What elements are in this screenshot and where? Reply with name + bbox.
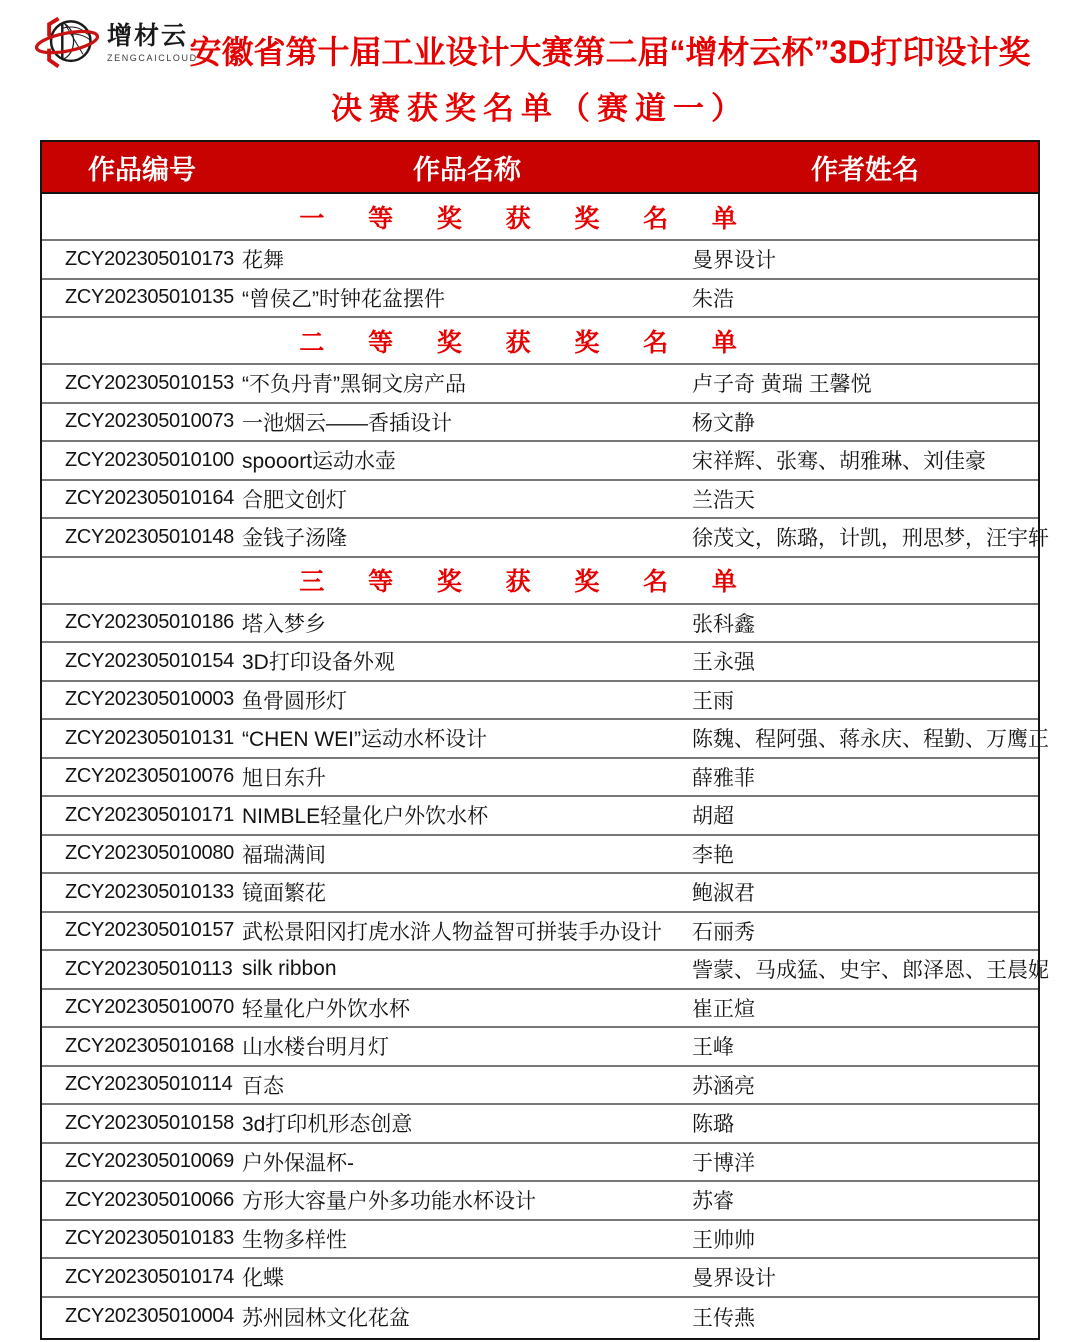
prize-section-title: 一等奖获奖名单 [42,194,1038,241]
work-id: ZCY202305010133 [65,880,234,903]
author-name: 薛雅菲 [692,766,755,790]
work-id: ZCY202305010148 [65,525,234,548]
work-id: ZCY202305010073 [65,410,234,433]
work-id: ZCY202305010183 [65,1227,234,1250]
author-name: 王传燕 [692,1306,755,1330]
table-row [42,404,1038,443]
table-row [42,1298,1038,1337]
table-row [42,1067,1038,1106]
table-body [42,194,1049,1336]
table-row [42,442,1038,481]
table-row [42,1182,1038,1221]
work-id: ZCY202305010174 [65,1265,234,1288]
work-name: 山水楼台明月灯 [242,1036,389,1060]
table-row [42,836,1038,875]
table-row [42,1221,1038,1260]
globe-logo-icon [34,12,100,74]
work-id: ZCY202305010069 [65,1150,234,1173]
work-name: spooort运动水壶 [242,450,397,474]
work-name: “CHEN WEI”运动水杯设计 [242,728,487,752]
work-name: 金钱子汤隆 [242,527,347,551]
work-name: 旭日东升 [242,766,326,790]
author-name: 张科鑫 [692,612,755,636]
author-name: 曼界设计 [692,249,776,273]
work-name: 花舞 [242,249,284,273]
awards-table [40,140,1049,1340]
table-row [42,720,1049,759]
table-header-row [42,142,1038,194]
author-name: 于博洋 [692,1151,755,1175]
author-name: 石丽秀 [692,920,755,944]
work-id: ZCY202305010076 [65,765,234,788]
document-title-line1: 安徽省第十届工业设计大赛第二届“增材云杯”3D打印设计奖 [189,34,1031,70]
work-id: ZCY202305010004 [65,1305,234,1328]
work-id: ZCY202305010186 [65,611,234,634]
work-id: ZCY202305010070 [65,996,234,1019]
author-name: 王峰 [692,1036,734,1060]
author-name: 朱浩 [692,287,734,311]
work-id: ZCY202305010158 [65,1111,234,1134]
author-name: 鲍淑君 [692,882,755,906]
author-name: 陈魏、程阿强、蒋永庆、程勤、万鹰正 [692,728,1049,752]
work-name: 福瑞满间 [242,843,326,867]
work-name: 合肥文创灯 [242,488,347,512]
table-row [42,605,1038,644]
work-name: 鱼骨圆形灯 [242,689,347,713]
work-id: ZCY202305010113 [65,957,233,980]
author-name: 崔正煊 [692,997,755,1021]
table-row [42,759,1038,798]
author-name: 曼界设计 [692,1267,776,1291]
table-row [42,1028,1038,1067]
author-name: 宋祥辉、张骞、胡雅琳、刘佳豪 [692,450,986,474]
table-row [42,682,1038,721]
author-name: 徐茂文，陈璐，计凯，刑思梦，汪宇轩 [692,527,1049,551]
table-row [42,797,1038,836]
logo-name: 增材云 [107,22,189,51]
author-name: 訾蒙、马成猛、史宇、郎泽恩、王晨妮 [692,959,1049,983]
work-name: 苏州园林文化花盆 [242,1306,410,1330]
table-row [42,1259,1038,1298]
document-title-line2: 决赛获奖名单（赛道一） [331,91,749,126]
table-row [42,519,1049,558]
work-id: ZCY202305010080 [65,842,234,865]
work-name: 生物多样性 [242,1228,347,1252]
table-row [42,241,1038,280]
logo-subtitle: ZENGCAICLOUD [107,52,198,63]
work-id: ZCY202305010131 [65,726,234,749]
column-header-author-name: 作者姓名 [811,154,919,185]
work-id: ZCY202305010114 [65,1073,233,1096]
prize-section-title: 二等奖获奖名单 [42,318,1038,365]
author-name: 王永强 [692,651,755,675]
work-id: ZCY202305010135 [65,286,234,309]
table-row [42,1144,1038,1183]
work-id: ZCY202305010153 [65,371,234,394]
author-name: 苏睿 [692,1190,734,1214]
author-name: 陈璐 [692,1113,734,1137]
work-name: 一池烟云——香插设计 [242,411,452,435]
table-row [42,643,1038,682]
work-name: silk ribbon [242,957,337,981]
author-name: 苏涵亮 [692,1074,755,1098]
author-name: 王帅帅 [692,1228,755,1252]
work-name: 户外保温杯- [242,1151,354,1175]
work-name: NIMBLE轻量化户外饮水杯 [242,805,489,829]
work-id: ZCY202305010168 [65,1034,234,1057]
column-header-work-id: 作品编号 [88,154,196,185]
work-name: “不负丹青”黑铜文房产品 [242,373,466,397]
author-name: 兰浩天 [692,488,755,512]
author-name: 李艳 [692,843,734,867]
work-id: ZCY202305010100 [65,448,234,471]
author-name: 胡超 [692,805,734,829]
table-row [42,951,1049,990]
work-name: 方形大容量户外多功能水杯设计 [242,1190,536,1214]
work-name: 镜面繁花 [242,882,326,906]
table-row [42,1105,1038,1144]
work-name: 化蝶 [242,1267,284,1291]
table-row [42,913,1038,952]
table-row [42,874,1038,913]
table-row [42,365,1038,404]
work-name: 塔入梦乡 [242,612,326,636]
table-row [42,481,1038,520]
table-row [42,280,1038,319]
work-id: ZCY202305010066 [65,1188,234,1211]
table-row [42,990,1038,1029]
author-name: 王雨 [692,689,734,713]
work-id: ZCY202305010164 [65,487,234,510]
work-name: 3D打印设备外观 [242,651,395,675]
work-name: 3d打印机形态创意 [242,1113,413,1137]
work-id: ZCY202305010154 [65,649,234,672]
work-id: ZCY202305010173 [65,247,234,270]
work-id: ZCY202305010003 [65,688,234,711]
work-name: 武松景阳冈打虎水浒人物益智可拼装手办设计 [242,920,662,944]
work-id: ZCY202305010157 [65,919,234,942]
author-name: 卢子奇 黄瑞 王馨悦 [692,373,872,397]
column-header-work-name: 作品名称 [413,154,521,185]
document-header [0,0,1080,140]
work-name: “曾侯乙”时钟花盆摆件 [242,287,445,311]
work-name: 轻量化户外饮水杯 [242,997,410,1021]
work-name: 百态 [242,1074,284,1098]
prize-section-title: 三等奖获奖名单 [42,558,1038,605]
author-name: 杨文静 [692,411,755,435]
work-id: ZCY202305010171 [65,803,234,826]
